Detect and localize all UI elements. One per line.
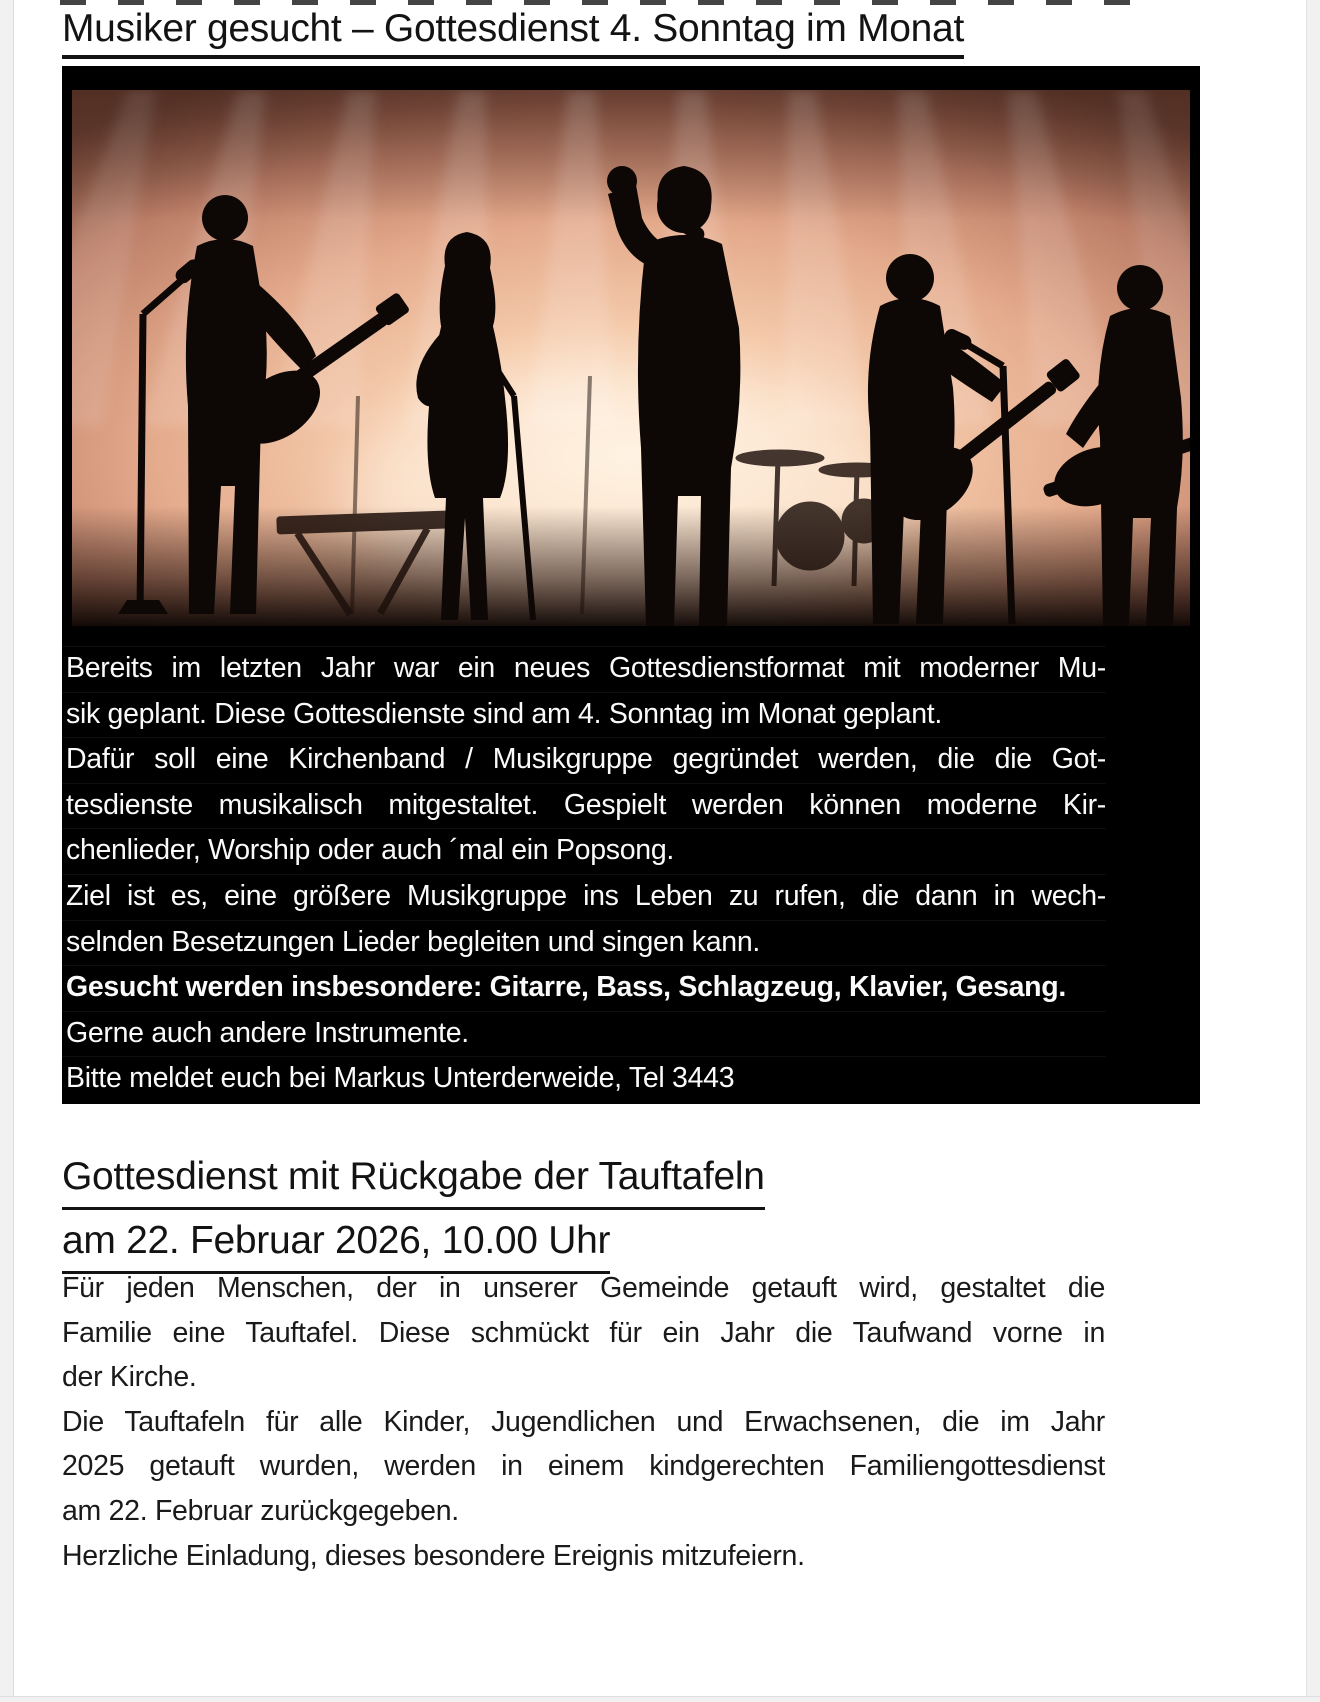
text-line: Die Tauftafeln für alle Kinder, Jugendlichen und Erwachsenen, die im Jahr bbox=[62, 1405, 1105, 1438]
band-announcement-text bbox=[62, 640, 1200, 1104]
text-line: Gesucht werden insbesondere: Gitarre, Bass, Schlagzeug, Klavier, Gesang. bbox=[62, 965, 1106, 1011]
text-line: der Kirche. bbox=[62, 1361, 197, 1394]
text-line: Herzliche Einladung, dieses besondere Ereignis mitzufeiern. bbox=[62, 1539, 805, 1572]
page-edge-right bbox=[1306, 0, 1320, 1702]
heading-text: am 22. Februar 2026, 10.00 Uhr bbox=[62, 1212, 610, 1274]
page-edge-bottom bbox=[0, 1696, 1320, 1702]
text-line: Gerne auch andere Instrumente. bbox=[62, 1011, 1106, 1057]
heading-text: Gottesdienst mit Rückgabe der Tauftafeln bbox=[62, 1148, 765, 1210]
text-line: Ziel ist es, eine größere Musikgruppe ins Leben zu rufen, die dann in wech- bbox=[62, 874, 1106, 920]
tauftafeln-body-text bbox=[62, 1266, 1105, 1578]
section-title-musiker-gesucht bbox=[62, 4, 964, 59]
heading-line bbox=[62, 1148, 765, 1212]
text-line: tesdienste musikalisch mitgestaltet. Gespielt werden können moderne Kir- bbox=[62, 783, 1106, 829]
band-stage-photo bbox=[62, 66, 1200, 640]
text-line: chenlieder, Worship oder auch ´mal ein Popsong. bbox=[62, 828, 1106, 874]
title-text: Musiker gesucht – Gottesdienst 4. Sonntag im Monat bbox=[62, 4, 964, 59]
page-edge-left bbox=[0, 0, 14, 1702]
text-line: 2025 getauft wurden, werden in einem kindgerechten Familiengottesdienst bbox=[62, 1450, 1105, 1483]
text-line: Bitte meldet euch bei Markus Unterderweide, Tel 3443 bbox=[62, 1056, 1106, 1102]
text-line: Für jeden Menschen, der in unserer Gemeinde getauft wird, gestaltet die bbox=[62, 1272, 1105, 1304]
text-line: Dafür soll eine Kirchenband / Musikgruppe gegründet werden, die die Got- bbox=[62, 737, 1106, 783]
text-line: Familie eine Tauftafel. Diese schmückt für ein Jahr die Taufwand vorne in bbox=[62, 1316, 1105, 1349]
text-line: Bereits im letzten Jahr war ein neues Gottesdienstformat mit moderner Mu- bbox=[62, 646, 1106, 692]
section-title-tauftafeln bbox=[62, 1148, 765, 1276]
text-line: sik geplant. Diese Gottesdienste sind am 4. Sonntag im Monat geplant. bbox=[62, 692, 1106, 738]
text-line: am 22. Februar zurückgegeben. bbox=[62, 1494, 459, 1527]
text-line: selnden Besetzungen Lieder begleiten und singen kann. bbox=[62, 920, 1106, 966]
